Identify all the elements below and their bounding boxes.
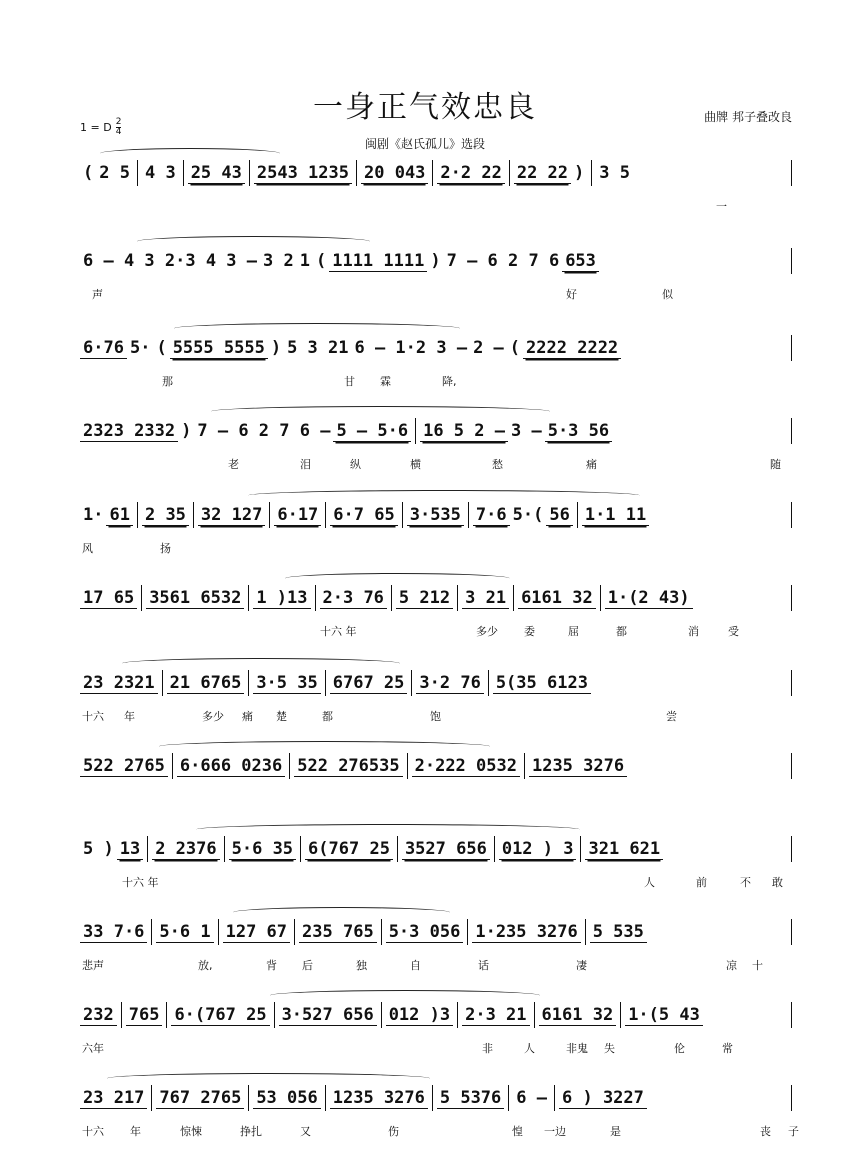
note-group: 5·( [512,505,544,525]
lyric: 人 [524,1042,535,1055]
note-group: 33 7·6 [80,922,147,943]
note-group: 1111 1111 [329,251,427,272]
note-group: 765 [126,1005,163,1026]
notation-line [80,335,792,361]
row-end-bar [791,1002,792,1028]
time-sig-bottom: 4 [115,127,122,137]
bar-line [457,585,458,611]
note-group: 2543 1235 [254,163,352,184]
notation-line [80,1085,792,1111]
lyric: 敢 [772,876,783,889]
note-group: 2 – [473,338,504,358]
lyric: 尝 [666,710,677,723]
subtitle: 闽剧《赵氏孤儿》选段 [364,137,485,151]
bar-line [325,502,326,528]
bar-line [585,919,586,945]
lyrics-line [80,623,792,639]
slur-mark [233,907,450,918]
bar-line [141,585,142,611]
note-group: 1235 3276 [529,756,627,777]
note-group: 3561 6532 [146,588,244,609]
note-group: 7 – 6 2 7 6 [446,251,560,271]
bar-line [524,753,525,779]
lyrics-line [80,708,792,724]
notation-line [80,670,792,696]
bar-line [248,670,249,696]
bar-line [151,1085,152,1111]
note-group: 5·3 056 [386,922,464,943]
lyric: 惊悚 [180,1125,202,1138]
note-group: 25 43 [188,163,245,184]
lyric: 失 [604,1042,615,1055]
row-end-bar [791,670,792,696]
bar-line [166,1002,167,1028]
bar-line [397,836,398,862]
lyric: 凄 [576,959,587,972]
lyric: 甘 [344,375,355,388]
lyric: 随 [770,458,781,471]
bar-line [402,502,403,528]
lyric: 非 [482,1042,493,1055]
bar-line [294,919,295,945]
note-group: 7 – 6 2 7 6 – [197,421,331,441]
slur-mark [107,1073,430,1084]
lyric: 屈 [568,625,579,638]
lyric: 自 [410,959,421,972]
lyric: 后 [302,959,313,972]
note-group: 232 [80,1005,117,1026]
bar-line [248,585,249,611]
lyric: 扬 [160,542,171,555]
lyric: 放, [198,959,213,972]
lyric: 受 [728,625,739,638]
page-title: 一身正气效忠良 [313,90,537,125]
note-group: 5 212 [396,588,453,609]
note-group: 1·1 11 [582,505,649,526]
bar-line [151,919,152,945]
note-group: ) [181,421,192,441]
note-group: 17 65 [80,588,137,609]
lyric: 横 [410,458,421,471]
notation-line [80,1002,792,1028]
note-group: 6·7 65 [330,505,397,526]
lyrics-line [80,874,792,890]
row-end-bar [791,248,792,274]
bar-line [411,670,412,696]
bar-line [577,502,578,528]
note-group: 2·3 76 [320,588,387,609]
note-group: 21 6765 [167,673,245,694]
lyric: 风 [82,542,93,555]
note-group: 3 2 [263,251,294,271]
bar-line [325,1085,326,1111]
bar-line [457,1002,458,1028]
lyric: 多少 [202,710,224,723]
lyric: 伤 [388,1125,399,1138]
bar-line [224,836,225,862]
lyric: 愁 [492,458,503,471]
bar-line [274,1002,275,1028]
note-group: 5 ) [83,839,114,859]
bar-line [467,919,468,945]
slur-mark [159,741,490,752]
lyric: 痛 [242,710,253,723]
note-group: 1235 3276 [330,1088,428,1109]
lyric: 十六 年 [320,625,357,638]
note-group: 3·535 [407,505,464,526]
key-label: 1 = D [80,121,112,134]
lyric: 背 [266,959,277,972]
lyric: 话 [478,959,489,972]
row-end-bar [791,919,792,945]
row-end-bar [791,836,792,862]
note-group: 4 3 [144,163,176,183]
lyric: 独 [356,959,367,972]
slur-mark [137,236,370,247]
note-group: 6 – 1·2 3 – [354,338,468,358]
note-group: 5 535 [590,922,647,943]
lyric: 悲声 [82,959,104,972]
note-group: 53 056 [253,1088,320,1109]
slur-mark [122,658,400,669]
bar-line [415,418,416,444]
row-end-bar [791,585,792,611]
note-group: 5·6 1 [156,922,213,943]
lyric: 似 [662,288,673,301]
note-group: 5555 5555 [170,338,268,359]
note-group: ( [315,251,327,271]
bar-line [488,670,489,696]
bar-line [508,1085,509,1111]
lyric: 多少 [476,625,498,638]
bar-line [381,1002,382,1028]
bar-line [300,836,301,862]
bar-line [137,160,138,186]
note-group: 3·2 76 [416,673,483,694]
time-sig-top: 2 [115,117,122,127]
note-group: 1·235 3276 [472,922,580,943]
bar-line [580,836,581,862]
bar-line [381,919,382,945]
note-group: 6 – [516,1088,547,1108]
bar-line [147,836,148,862]
note-group: 012 ) 3 [499,839,577,860]
lyrics-line [80,373,792,389]
note-group: 2·222 0532 [412,756,520,777]
note-group: 1·(5 43 [625,1005,703,1026]
slur-mark [174,323,460,334]
bar-line [432,1085,433,1111]
note-group: 6·666 0236 [177,756,285,777]
notation-line [80,502,792,528]
note-group: 5(35 6123 [493,673,591,694]
bar-line [432,160,433,186]
row-end-bar [791,418,792,444]
lyric: 六年 [82,1042,104,1055]
note-group: 321 621 [585,839,663,860]
lyric: 老 [228,458,239,471]
row-end-bar [791,160,792,186]
lyrics-line [80,456,792,472]
lyric: 降, [442,375,457,388]
lyric: 霖 [380,375,391,388]
lyric: 是 [610,1125,621,1138]
note-group: ( [83,163,94,183]
bar-line [356,160,357,186]
note-group: 2 2376 [152,839,219,860]
note-group: 6 – 4 3 2·3 4 3 – [83,251,257,271]
notation-line [80,836,792,862]
note-group: 3·527 656 [279,1005,377,1026]
lyric: 人 [644,876,655,889]
note-group: 6161 32 [539,1005,617,1026]
lyric: 楚 [276,710,287,723]
note-group: ) [270,338,282,358]
note-group: 522 2765 [80,756,168,777]
bar-line [269,502,270,528]
lyric: 常 [722,1042,733,1055]
lyric: 前 [696,876,707,889]
notation-line [80,160,792,186]
bar-line [121,1002,122,1028]
lyrics-line [80,957,792,973]
lyric: 都 [616,625,627,638]
note-group: 5· [129,338,151,358]
note-group: 767 2765 [156,1088,244,1109]
bar-line [513,585,514,611]
tune-name: 曲牌 邦子叠改良 [704,110,792,124]
lyric: 非鬼 [566,1042,588,1055]
bar-line [218,919,219,945]
note-group: 653 [562,251,599,272]
note-group: 6·(767 25 [171,1005,269,1026]
note-group: 1·(2 43) [605,588,693,609]
lyric: 十六 年 [122,876,159,889]
note-group: 6·76 [80,338,127,359]
bar-line [407,753,408,779]
bar-line [193,502,194,528]
note-group: 1· [83,505,104,525]
bar-line [534,1002,535,1028]
note-group: 22 22 [514,163,571,184]
note-group: 32 127 [198,505,265,526]
lyric: 年 [130,1125,141,1138]
note-group: 61 [106,505,132,526]
note-group: ( [156,338,167,358]
lyric: 都 [322,710,333,723]
note-group: 23 2321 [80,673,158,694]
bar-line [325,670,326,696]
note-group: 3 5 [599,163,630,183]
note-group: 13 [117,839,143,860]
lyric: 伦 [674,1042,685,1055]
lyrics-line [80,198,792,214]
notation-line [80,753,792,779]
lyrics-line [80,540,792,556]
lyric: 消 [688,625,699,638]
note-group: 6767 25 [330,673,408,694]
note-group: 3527 656 [402,839,490,860]
note-group: 5·3 56 [545,421,612,442]
note-group: 235 765 [299,922,377,943]
note-group: 1 [299,251,310,271]
bar-line [249,160,250,186]
note-group: 2·2 22 [437,163,504,184]
note-group: 6161 32 [518,588,596,609]
note-group: 7·6 [473,505,510,526]
bar-line [162,670,163,696]
bar-line [554,1085,555,1111]
slur-mark [211,406,550,417]
slur-mark [270,990,540,1001]
lyric: 好 [566,288,577,301]
lyric: 纵 [350,458,361,471]
note-group: 5 – 5·6 [333,421,411,442]
note-group: ) [430,251,441,271]
note-group: 2222 2222 [523,338,621,359]
lyrics-line [80,1123,799,1139]
note-group: 6(767 25 [305,839,393,860]
lyrics-line [80,791,792,807]
slur-mark [100,148,280,159]
note-group: 6 ) 3227 [559,1088,647,1109]
lyric: 委 [524,625,535,638]
note-group: ( [509,338,521,358]
note-group: 3 21 [462,588,509,609]
row-end-bar [791,335,792,361]
lyric: 惶 [512,1125,523,1138]
lyric: 凉 [726,959,737,972]
lyric: 十六 [82,710,104,723]
note-group: 2·3 21 [462,1005,529,1026]
notation-line [80,919,792,945]
lyric: 痛 [586,458,597,471]
note-group: 3 – [510,421,542,441]
note-group: 2 35 [142,505,189,526]
lyric: 那 [162,375,173,388]
bar-line [509,160,510,186]
lyric: 又 [300,1125,311,1138]
lyric: 十六 [82,1125,104,1138]
bar-line [391,585,392,611]
bar-line [183,160,184,186]
notation-line [80,248,792,274]
lyric: 一边 [544,1125,566,1138]
slur-mark [248,490,640,501]
note-group: 1 )13 [253,588,310,609]
note-group: 16 5 2 – [420,421,508,442]
lyric: 声 [92,288,103,301]
lyric: 饱 [430,710,441,723]
note-group: 127 67 [223,922,290,943]
slur-mark [285,573,510,584]
lyric: 丧 [760,1125,771,1138]
row-end-bar [791,1085,792,1111]
note-group: 6·17 [274,505,321,526]
lyric: 挣扎 [240,1125,262,1138]
lyric: 泪 [300,458,311,471]
notation-line [80,418,792,444]
lyrics-line [80,1040,792,1056]
lyrics-line [80,286,792,302]
lyric: 一 [716,200,727,213]
note-group: 56 [546,505,572,526]
lyric: 不 [740,876,751,889]
bar-line [620,1002,621,1028]
lyric: 年 [124,710,135,723]
note-group: 522 276535 [294,756,402,777]
note-group: 2323 2332 [80,421,178,442]
bar-line [591,160,592,186]
bar-line [494,836,495,862]
note-group: 3·5 35 [253,673,320,694]
note-group: 23 217 [80,1088,147,1109]
bar-line [248,1085,249,1111]
slur-mark [196,824,580,835]
lyric: 子 [788,1125,799,1138]
note-group: 20 043 [361,163,428,184]
bar-line [600,585,601,611]
bar-line [468,502,469,528]
notation-line [80,585,792,611]
bar-line [137,502,138,528]
row-end-bar [791,753,792,779]
note-group: 5 5376 [437,1088,504,1109]
lyric: 十 [752,959,763,972]
note-group: 5 3 21 [287,338,349,358]
note-group: ) [574,163,585,183]
row-end-bar [791,502,792,528]
bar-line [289,753,290,779]
bar-line [172,753,173,779]
note-group: 5·6 35 [229,839,296,860]
note-group: 012 )3 [386,1005,453,1026]
bar-line [315,585,316,611]
note-group: 2 5 [99,163,130,183]
